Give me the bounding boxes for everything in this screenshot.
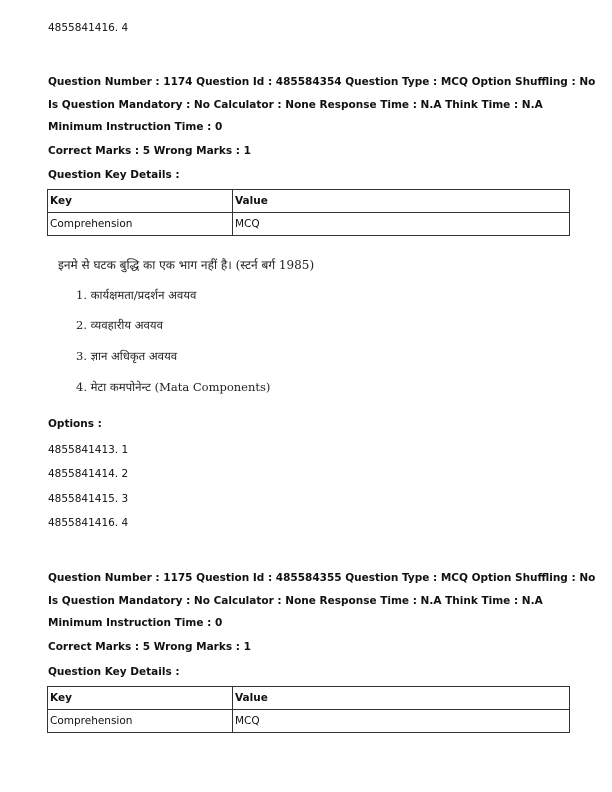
table-header-row bbox=[48, 190, 570, 213]
question-1174-choice-1: 1. कार्यक्षमता/प्रदर्शन अवयव bbox=[76, 288, 197, 302]
question-1174-key-details-label: Question Key Details : bbox=[48, 169, 180, 181]
question-1175-meta-line-2: Is Question Mandatory : No Calculator : None Response Time : N.A Think Time : N.A bbox=[48, 595, 543, 607]
option-id-3: 4855841415. 3 bbox=[48, 493, 129, 505]
question-1174-choice-2: 2. व्यवहारीय अवयव bbox=[76, 318, 163, 332]
table-cell-value: MCQ bbox=[233, 213, 570, 236]
question-1174-text: इनमे से घटक बुद्धि का एक भाग नहीं है। (स्टर्न बर्ग 1985) bbox=[58, 258, 315, 272]
question-1174-marks: Correct Marks : 5 Wrong Marks : 1 bbox=[48, 145, 251, 157]
question-1174-options-label: Options : bbox=[48, 418, 102, 430]
table-cell-key: Comprehension bbox=[48, 710, 233, 733]
option-id-1: 4855841413. 1 bbox=[48, 444, 129, 456]
table-cell-key: Comprehension bbox=[48, 213, 233, 236]
table-row bbox=[48, 710, 570, 733]
question-1175-key-table bbox=[47, 686, 570, 733]
question-1174-choice-4: 4. मेटा कमपोनेन्ट (Mata Components) bbox=[76, 380, 271, 394]
table-header-key: Key bbox=[48, 687, 233, 710]
question-1175-meta-line-1: Question Number : 1175 Question Id : 485584355 Question Type : MCQ Option Shuffling : No bbox=[48, 572, 596, 584]
question-1174-instruction-time: Minimum Instruction Time : 0 bbox=[48, 121, 223, 133]
question-1175-instruction-time: Minimum Instruction Time : 0 bbox=[48, 617, 223, 629]
previous-option-line: 4855841416. 4 bbox=[48, 22, 129, 34]
option-id-4: 4855841416. 4 bbox=[48, 517, 129, 529]
option-id-2: 4855841414. 2 bbox=[48, 468, 129, 480]
question-1174-choice-3: 3. ज्ञान अधिकृत अवयव bbox=[76, 349, 178, 363]
table-header-key: Key bbox=[48, 190, 233, 213]
question-1175-key-details-label: Question Key Details : bbox=[48, 666, 180, 678]
question-1174-meta-line-2: Is Question Mandatory : No Calculator : None Response Time : N.A Think Time : N.A bbox=[48, 99, 543, 111]
question-1175-marks: Correct Marks : 5 Wrong Marks : 1 bbox=[48, 641, 251, 653]
table-header-value: Value bbox=[233, 687, 570, 710]
question-1174-key-table bbox=[47, 189, 570, 236]
table-header-value: Value bbox=[233, 190, 570, 213]
table-header-row bbox=[48, 687, 570, 710]
question-1174-meta-line-1: Question Number : 1174 Question Id : 485584354 Question Type : MCQ Option Shuffling : No bbox=[48, 76, 596, 88]
table-cell-value: MCQ bbox=[233, 710, 570, 733]
table-row bbox=[48, 213, 570, 236]
